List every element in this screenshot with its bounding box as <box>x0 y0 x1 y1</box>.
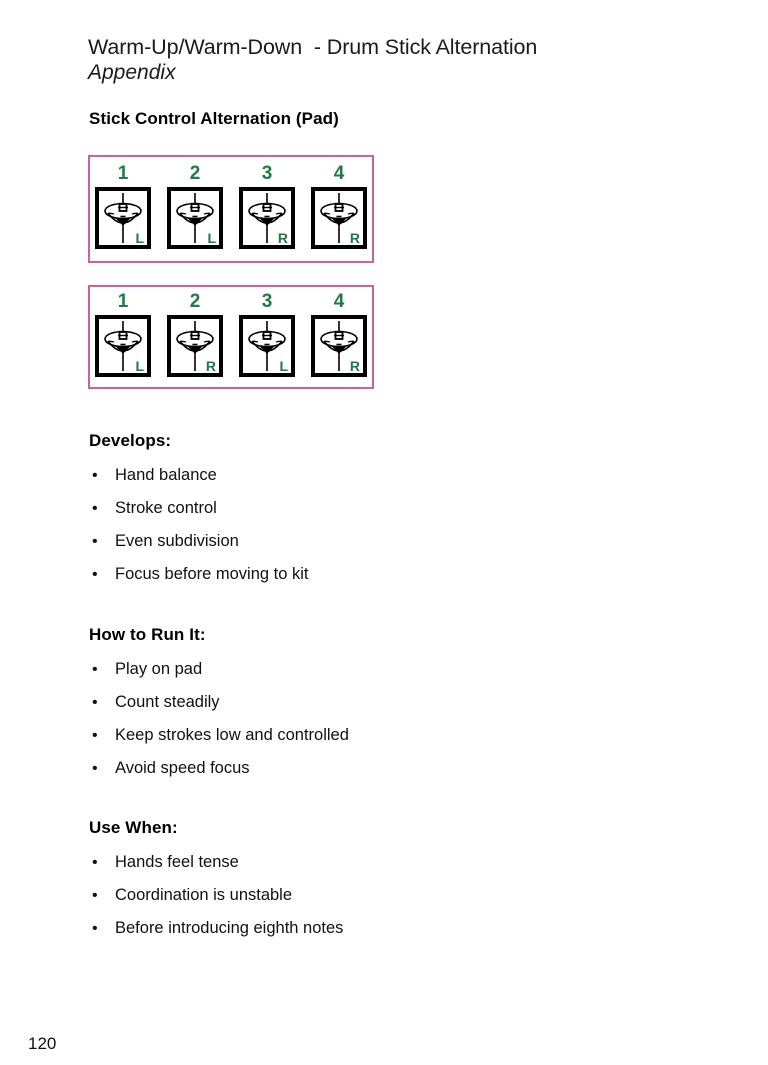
beat-number: 1 <box>117 163 129 184</box>
beat-cell <box>167 315 223 377</box>
beat-cell <box>311 315 367 377</box>
list-item: • Hands feel tense <box>89 846 649 879</box>
pattern-row-2 <box>88 285 374 389</box>
list-item: • Avoid speed focus <box>89 752 649 785</box>
beat-item <box>163 163 227 249</box>
document-header <box>88 34 708 86</box>
bullet-list <box>89 459 649 591</box>
beats-row <box>90 157 372 261</box>
document-title: Warm-Up/Warm-Down - Drum Stick Alternation <box>88 35 538 59</box>
beats-row <box>90 287 372 387</box>
beat-item <box>91 291 155 377</box>
beat-number: 3 <box>261 291 273 312</box>
exercise-title: Stick Control Alternation (Pad) <box>89 109 339 128</box>
beat-hand-label: L <box>135 230 144 246</box>
beat-cell <box>311 187 367 249</box>
list-item: • Keep strokes low and controlled <box>89 719 649 752</box>
list-item: • Focus before moving to kit <box>89 558 649 591</box>
beat-item <box>91 163 155 249</box>
list-item: • Hand balance <box>89 459 649 492</box>
section-heading: Use When: <box>89 818 178 837</box>
list-item: • Before introducing eighth notes <box>89 912 649 945</box>
beat-cell <box>239 315 295 377</box>
document-subtitle: Appendix <box>88 61 176 84</box>
page-number: 120 <box>28 1034 57 1053</box>
beat-number: 3 <box>261 163 273 184</box>
beat-number: 4 <box>333 291 345 312</box>
beat-cell <box>95 315 151 377</box>
beat-hand-label: L <box>207 230 216 246</box>
beat-cell <box>95 187 151 249</box>
list-item: • Count steadily <box>89 686 649 719</box>
section-heading: Develops: <box>89 431 172 450</box>
section-how-to-run-it <box>89 625 649 785</box>
bullet-list <box>89 653 649 785</box>
beat-item <box>235 291 299 377</box>
beat-cell <box>239 187 295 249</box>
beat-item <box>163 291 227 377</box>
beat-hand-label: R <box>277 230 288 246</box>
beat-hand-label: L <box>135 358 144 374</box>
pattern-row-1 <box>88 155 374 263</box>
beat-hand-label: R <box>205 358 216 374</box>
section-heading: How to Run It: <box>89 625 206 644</box>
beat-number: 4 <box>333 163 345 184</box>
section-use-when <box>89 818 649 945</box>
beat-hand-label: R <box>349 358 360 374</box>
list-item: • Stroke control <box>89 492 649 525</box>
beat-item <box>307 163 371 249</box>
list-item: • Play on pad <box>89 653 649 686</box>
beat-item <box>307 291 371 377</box>
beat-number: 2 <box>189 291 201 312</box>
beat-number: 2 <box>189 163 201 184</box>
beat-hand-label: L <box>279 358 288 374</box>
list-item: • Coordination is unstable <box>89 879 649 912</box>
bullet-list <box>89 846 649 945</box>
list-item: • Even subdivision <box>89 525 649 558</box>
beat-cell <box>167 187 223 249</box>
section-develops <box>89 431 649 591</box>
beat-item <box>235 163 299 249</box>
beat-number: 1 <box>117 291 129 312</box>
beat-hand-label: R <box>349 230 360 246</box>
